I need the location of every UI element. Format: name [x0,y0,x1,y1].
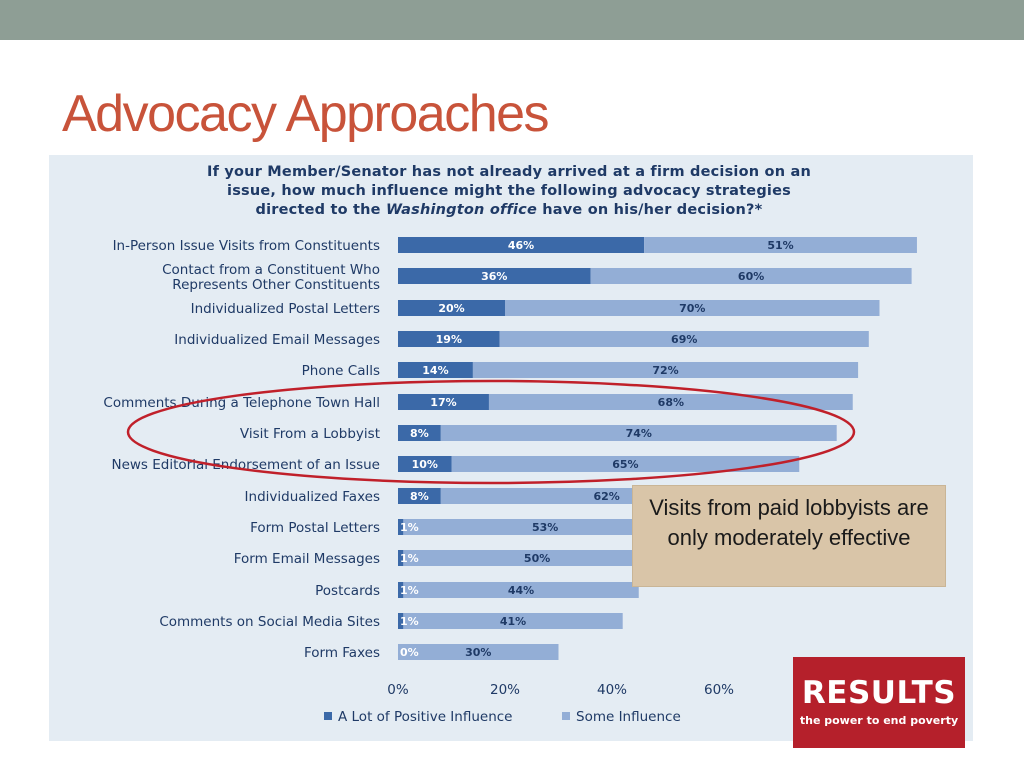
bar-value-label: 8% [410,490,429,503]
bar-value-label: 19% [435,333,462,346]
callout-box: Visits from paid lobbyists are only moderately effective [632,485,946,587]
category-label: Individualized Faxes [244,489,380,505]
bar-value-label: 72% [652,364,679,377]
bar-value-label: 1% [400,521,419,534]
bar-value-label: 53% [531,521,559,534]
category-label: Represents Other Constituents [172,277,380,293]
bar-value-label: 1% [400,584,419,597]
results-logo[interactable] [793,657,965,748]
category-label: Form Email Messages [233,551,380,567]
bar-value-label: 30% [465,646,492,659]
bar-value-label: 0% [400,646,419,659]
bar-value-label: 51% [767,239,794,252]
chart-title-segment: Washington office [385,202,537,218]
bar-value-label: 1% [400,552,419,565]
legend-swatch-positive [324,712,332,720]
bar-value-label: 44% [507,584,535,597]
bar-value-label: 69% [671,333,698,346]
bar-value-label: 60% [737,270,765,283]
x-tick-label: 40% [596,682,628,698]
chart-title-segment: issue, how much influence might the following advocacy strategies [227,183,791,199]
bar-value-label: 36% [481,270,508,283]
bar-value-label: 1% [400,615,419,628]
category-label: Visit From a Lobbyist [239,426,380,442]
bar-value-label: 41% [499,615,527,628]
category-label: Phone Calls [301,363,380,379]
logo-tagline: the power to end poverty [799,714,959,727]
logo-wordmark: RESULTS [801,675,957,711]
category-label: Individualized Email Messages [174,332,380,348]
bar-value-label: 14% [422,364,449,377]
category-label: Form Postal Letters [250,520,380,536]
category-label: Individualized Postal Letters [190,301,380,317]
bar-value-label: 46% [507,239,535,252]
bar-value-label: 70% [679,302,706,315]
category-label: Form Faxes [303,645,380,661]
category-label: Contact from a Constituent Who [162,262,380,278]
legend-swatch-some [562,712,570,720]
category-label: In-Person Issue Visits from Constituents [112,238,380,254]
bar-value-label: 17% [430,396,457,409]
chart-title-segment: directed to the [255,202,386,218]
bar-value-label: 74% [625,427,652,440]
category-label: Comments During a Telephone Town Hall [103,395,380,411]
category-label: News Editorial Endorsement of an Issue [111,457,380,473]
category-label: Comments on Social Media Sites [159,614,380,630]
chart-title-segment: If your Member/Senator has not already arrived at a firm decision on an [207,164,811,180]
slide-title: Advocacy Approaches [62,85,549,143]
legend-label: A Lot of Positive Influence [338,709,513,725]
bar-value-label: 20% [438,302,465,315]
x-tick-label: 20% [489,682,521,698]
bar-value-label: 8% [410,427,429,440]
chart-title-segment: have on his/her decision?* [537,202,763,218]
bar-value-label: 68% [657,396,685,409]
legend-label: Some Influence [576,709,681,725]
bar-value-label: 10% [411,458,438,471]
bar-value-label: 65% [612,458,639,471]
bar-value-label: 50% [523,552,551,565]
x-tick-label: 0% [387,682,409,698]
x-tick-label: 60% [703,682,735,698]
category-label: Postcards [315,583,380,599]
bar-value-label: 62% [593,490,620,503]
